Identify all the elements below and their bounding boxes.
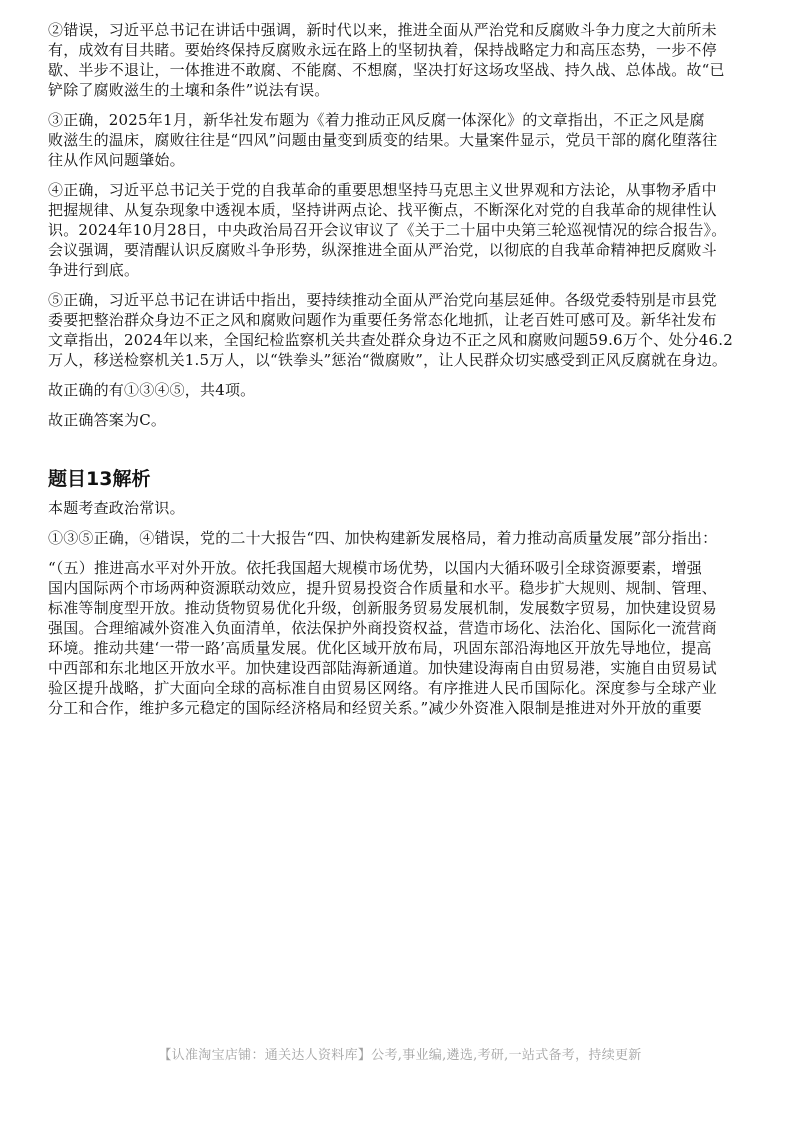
text-line: 故正确答案为C。 xyxy=(48,411,167,429)
text-line: 故正确的有①③④⑤，共4项。 xyxy=(48,381,256,399)
text-line: 中西部和东北地区开放水平。加快建设西部陆海新通道。加快建设海南自由贸易港，实施自由贸易试 xyxy=(48,659,717,677)
paragraph xyxy=(48,110,752,170)
text-line: 国内国际两个市场两种资源联动效应，提升贸易投资合作质量和水平。稳步扩大规则、规制、管理、 xyxy=(48,579,717,597)
text-line: “（五）推进高水平对外开放。依托我国超大规模市场优势，以国内大循环吸引全球资源要素，增强 xyxy=(48,559,702,577)
text-line: 铲除了腐败滋生的土壤和条件”说法有误。 xyxy=(48,81,330,99)
text-line: 有，成效有目共睹。要始终保持反腐败永远在路上的坚韧执着，保持战略定力和高压态势，一步不停 xyxy=(48,41,717,59)
text-line: ②错误，习近平总书记在讲话中强调，新时代以来，推进全面从严治党和反腐败斗争力度之大前所未 xyxy=(48,21,717,39)
text-line: ④正确，习近平总书记关于党的自我革命的重要思想坚持马克思主义世界观和方法论，从事物矛盾中 xyxy=(48,181,717,199)
analysis-section-13 xyxy=(48,498,752,718)
paragraph xyxy=(48,380,752,400)
text-line: ⑤正确，习近平总书记在讲话中指出，要持续推动全面从严治党向基层延伸。各级党委特别是市县党 xyxy=(48,291,717,309)
paragraph xyxy=(48,498,752,518)
paragraph xyxy=(48,20,752,100)
analysis-section-12 xyxy=(48,20,752,430)
paragraph xyxy=(48,558,752,718)
text-line: ③正确，2025年1月，新华社发布题为《着力推动正风反腐一体深化》的文章指出，不正之风是腐 xyxy=(48,111,705,129)
text-line: 争进行到底。 xyxy=(48,261,140,279)
text-line: 验区提升战略，扩大面向全球的高标准自由贸易区网络。有序推进人民币国际化。深度参与全球产业 xyxy=(48,679,717,697)
paragraph xyxy=(48,410,752,430)
document-page xyxy=(48,20,752,728)
text-line: 会议强调，要清醒认识反腐败斗争形势，纵深推进全面从严治党，以彻底的自我革命精神把反腐败斗 xyxy=(48,241,717,259)
text-line: 识。2024年10月28日，中央政治局召开会议审议了《关于二十届中央第三轮巡视情况的综合报告》。 xyxy=(48,221,727,239)
text-line: 歇、半步不退让，一体推进不敢腐、不能腐、不想腐，坚决打好这场攻坚战、持久战、总体战。故“已 xyxy=(48,61,725,79)
text-line: 文章指出，2024年以来，全国纪检监察机关共查处群众身边不正之风和腐败问题59.6万个、处分46.2 xyxy=(48,331,733,349)
text-line: 往从作风问题肇始。 xyxy=(48,151,185,169)
text-line: 把握规律、从复杂现象中透视本质，坚持讲两点论、找平衡点，不断深化对党的自我革命的规律性认 xyxy=(48,201,717,219)
text-line: 万人，移送检察机关1.5万人，以“铁拳头”惩治“微腐败”，让人民群众切实感受到正风反腐就在身边。 xyxy=(48,351,728,369)
text-line: 本题考查政治常识。 xyxy=(48,499,185,517)
paragraph xyxy=(48,290,752,370)
section-title: 题目13解析 xyxy=(48,468,151,490)
text-line: 环境。推动共建‘一带一路’高质量发展。优化区域开放布局，巩固东部沿海地区开放先导地位，提高 xyxy=(48,639,712,657)
text-line: 强国。合理缩减外资准入负面清单，依法保护外商投资权益，营造市场化、法治化、国际化一流营商 xyxy=(48,619,717,637)
text-line: 分工和合作，维护多元稳定的国际经济格局和经贸关系。”减少外资准入限制是推进对外开放的重要 xyxy=(48,699,702,717)
footer-watermark: 【认准淘宝店铺：通关达人资料库】公考,事业编,遴选,考研,一站式备考，持续更新 xyxy=(158,1048,642,1063)
text-line: 标准等制度型开放。推动货物贸易优化升级，创新服务贸易发展机制，发展数字贸易，加快建设贸易 xyxy=(48,599,717,617)
paragraph xyxy=(48,180,752,280)
paragraph xyxy=(48,528,752,548)
text-line: 委要把整治群众身边不正之风和腐败问题作为重要任务常态化地抓，让老百姓可感可及。新华社发布 xyxy=(48,311,717,329)
text-line: 败滋生的温床，腐败往往是“四风”问题由量变到质变的结果。大量案件显示，党员干部的腐化堕落往 xyxy=(48,131,718,149)
text-line: ①③⑤正确，④错误，党的二十大报告“四、加快构建新发展格局，着力推动高质量发展”部分指出： xyxy=(48,529,718,547)
